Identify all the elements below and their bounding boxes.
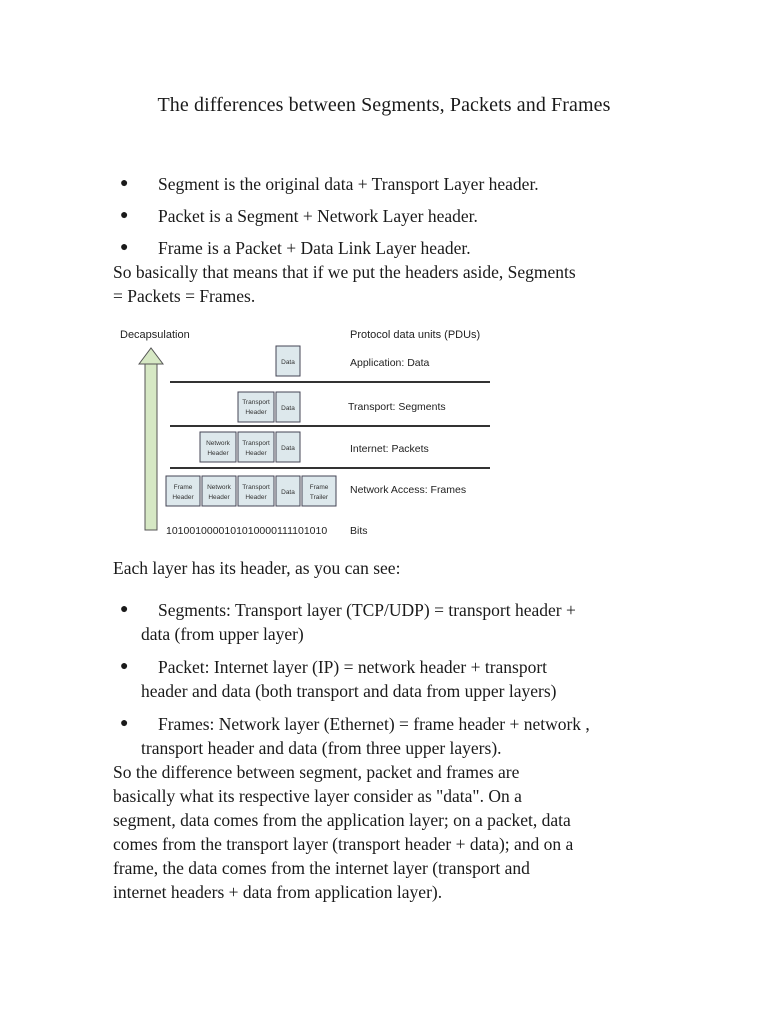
paragraph-line: So the difference between segment, packet and frames are xyxy=(113,762,520,782)
bullet-dot: ● xyxy=(120,602,129,617)
list-item-text: data (from upper layer) xyxy=(141,624,304,644)
list-item xyxy=(120,598,660,646)
pdu-label: Protocol data units (PDUs) xyxy=(350,329,481,341)
paragraph-line: comes from the transport layer (transport header + data); and on a xyxy=(113,834,574,854)
bullet-dot: ● xyxy=(120,716,129,731)
list-item-text: Frames: Network layer (Ethernet) = frame header + network , xyxy=(158,714,590,734)
page-title: The differences between Segments, Packets and Frames xyxy=(157,94,611,116)
layer-label-internet: Internet: Packets xyxy=(350,443,429,455)
list-item-text: Segment is the original data + Transport Layer header. xyxy=(158,174,539,194)
encapsulation-diagram xyxy=(110,320,510,540)
box-label: Header xyxy=(245,409,267,416)
paragraph-equivalence xyxy=(113,260,653,308)
list-item-text: Frame is a Packet + Data Link Layer header. xyxy=(158,238,471,258)
box-label: Network xyxy=(206,440,230,447)
box-label: Trailer xyxy=(309,494,329,501)
list-item xyxy=(120,655,660,703)
paragraph-line: segment, data comes from the application layer; on a packet, data xyxy=(113,810,571,830)
network-header-box xyxy=(202,476,236,506)
paragraph-line: basically what its respective layer consider as "data". On a xyxy=(113,786,522,806)
paragraph-line: internet headers + data from application layer). xyxy=(113,882,443,902)
bullet-dot: ● xyxy=(120,240,129,255)
box-label: Header xyxy=(207,450,229,457)
box-label: Frame xyxy=(173,484,193,491)
list-item-text: transport header and data (from three upper layers). xyxy=(141,738,502,758)
list-item-text: header and data (both transport and data from upper layers) xyxy=(141,681,557,701)
list-item-text: Packet: Internet layer (IP) = network header + transport xyxy=(158,657,548,677)
conclusion-paragraph xyxy=(113,760,653,904)
box-label: Network xyxy=(207,484,231,491)
paragraph-line: = Packets = Frames. xyxy=(113,286,256,306)
list-item-text: Packet is a Segment + Network Layer header. xyxy=(158,206,478,226)
layer-label-network-access: Network Access: Frames xyxy=(350,484,467,496)
transport-header-box xyxy=(238,392,274,422)
box-label: Data xyxy=(281,359,295,366)
transport-header-box xyxy=(238,476,274,506)
layer-label-application: Application: Data xyxy=(350,357,430,369)
transport-header-box xyxy=(238,432,274,462)
bullet-dot: ● xyxy=(120,176,129,191)
box-label: Data xyxy=(281,445,295,452)
box-label: Transport xyxy=(242,399,270,406)
paragraph-line: frame, the data comes from the internet layer (transport and xyxy=(113,858,530,878)
layer-label-transport: Transport: Segments xyxy=(348,401,446,413)
bits-label: Bits xyxy=(350,525,368,537)
box-label: Data xyxy=(281,489,295,496)
decapsulation-label: Decapsulation xyxy=(120,329,190,341)
frame-header-box xyxy=(166,476,200,506)
box-label: Header xyxy=(245,494,267,501)
list-item-text: Segments: Transport layer (TCP/UDP) = transport header + xyxy=(158,600,576,620)
frame-trailer-box xyxy=(302,476,336,506)
bullet-dot: ● xyxy=(120,659,129,674)
box-label: Frame xyxy=(309,484,329,491)
network-header-box xyxy=(200,432,236,462)
up-arrow-icon xyxy=(139,348,163,530)
box-label: Data xyxy=(281,405,295,412)
bits-value: 1010010000101010000111101010 xyxy=(166,525,328,537)
box-label: Header xyxy=(208,494,230,501)
box-label: Transport xyxy=(242,484,270,491)
intro-paragraph: Each layer has its header, as you can see: xyxy=(113,558,401,578)
bullet-dot: ● xyxy=(120,208,129,223)
paragraph-line: So basically that means that if we put the headers aside, Segments xyxy=(113,262,576,282)
list-item xyxy=(120,712,660,760)
box-label: Header xyxy=(245,450,267,457)
box-label: Transport xyxy=(242,440,270,447)
box-label: Header xyxy=(172,494,194,501)
